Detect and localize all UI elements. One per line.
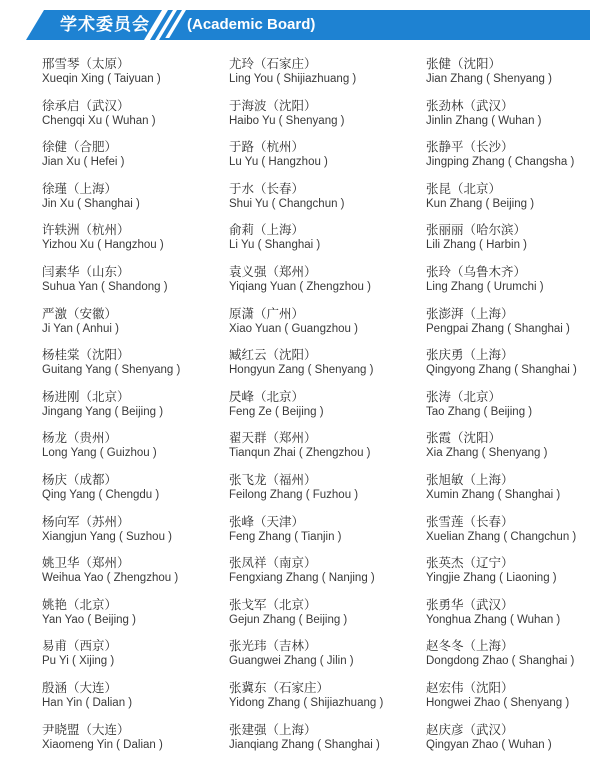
member-name-chinese: 杨龙（贵州） <box>42 430 118 446</box>
member-name-english: Jian Zhang ( Shenyang ) <box>426 73 552 85</box>
member-name-english: Kun Zhang ( Beijing ) <box>426 197 535 210</box>
member-name-chinese: 张旭敏（上海） <box>426 471 514 487</box>
member-name-chinese: 张健（沈阳） <box>426 56 502 71</box>
member-entry <box>229 138 383 180</box>
member-name-chinese: 姚卫华（郑州） <box>42 555 130 571</box>
section-banner <box>0 10 605 40</box>
member-name-chinese: 徐承启（武汉） <box>42 97 130 113</box>
member-name-chinese: 张飞龙（福州） <box>229 471 317 487</box>
member-name-chinese: 尤玲（石家庄） <box>229 56 317 71</box>
member-name-chinese: 张霞（沈阳） <box>426 430 502 446</box>
member-name-english: Lili Zhang ( Harbin ) <box>426 239 527 252</box>
member-name-chinese: 翟天群（郑州） <box>229 430 317 446</box>
member-name-chinese: 徐健（合肥） <box>42 139 118 155</box>
member-entry <box>42 55 180 97</box>
member-name-english: Qing Yang ( Chengdu ) <box>42 488 160 501</box>
member-entry <box>426 429 577 471</box>
member-name-chinese: 殷涵（大连） <box>42 679 118 695</box>
member-entry <box>426 346 577 388</box>
member-name-english: Xiaomeng Yin ( Dalian ) <box>42 738 163 751</box>
member-name-english: Jian Xu ( Hefei ) <box>42 156 125 169</box>
member-name-english: Jingping Zhang ( Changsha ) <box>426 156 575 169</box>
member-entry <box>229 180 383 222</box>
member-name-english: Long Yang ( Guizhou ) <box>42 447 157 460</box>
member-name-chinese: 张涛（北京） <box>426 388 502 404</box>
member-name-chinese: 张静平（长沙） <box>426 139 514 155</box>
member-name-chinese: 张峰（天津） <box>229 513 305 529</box>
member-entry <box>229 637 383 679</box>
member-entry <box>229 513 383 555</box>
member-entry <box>42 471 180 513</box>
member-name-english: Yingjie Zhang ( Liaoning ) <box>426 572 557 585</box>
member-entry <box>42 429 180 471</box>
member-entry <box>426 221 577 263</box>
member-entry <box>42 679 180 721</box>
member-entry <box>426 180 577 222</box>
member-name-english: Ling You ( Shijiazhuang ) <box>229 73 357 85</box>
member-name-chinese: 昃峰（北京） <box>229 388 305 404</box>
member-name-chinese: 赵庆彦（武汉） <box>426 721 514 737</box>
member-entry <box>426 679 577 721</box>
member-name-chinese: 许轶洲（杭州） <box>42 222 130 238</box>
member-entry <box>426 513 577 555</box>
member-name-chinese: 杨庆（成都） <box>42 471 118 487</box>
member-entry <box>229 429 383 471</box>
banner-title-chinese: 学术委员会 <box>60 15 150 35</box>
member-name-chinese: 张建强（上海） <box>229 721 317 737</box>
member-name-english: Feng Ze ( Beijing ) <box>229 405 324 418</box>
member-name-english: Pu Yi ( Xijing ) <box>42 655 115 668</box>
member-name-english: Guangwei Zhang ( Jilin ) <box>229 655 354 668</box>
member-entry <box>426 554 577 596</box>
member-entry <box>42 138 180 180</box>
member-name-chinese: 张庆勇（上海） <box>426 347 514 363</box>
member-name-chinese: 张英杰（辽宁） <box>426 555 514 571</box>
member-entry <box>229 388 383 430</box>
member-name-chinese: 于海波（沈阳） <box>229 97 317 113</box>
member-name-english: Qingyong Zhang ( Shanghai ) <box>426 364 577 377</box>
member-entry <box>229 471 383 513</box>
member-name-english: Yizhou Xu ( Hangzhou ) <box>42 239 164 252</box>
member-entry <box>426 471 577 513</box>
member-name-english: Jianqiang Zhang ( Shanghai ) <box>229 738 380 751</box>
member-name-chinese: 赵冬冬（上海） <box>426 638 514 654</box>
member-name-english: Xuelian Zhang ( Changchun ) <box>426 530 577 543</box>
member-name-english: Chengqi Xu ( Wuhan ) <box>42 114 156 127</box>
member-entry <box>426 263 577 305</box>
member-entry <box>426 138 577 180</box>
member-entry <box>229 221 383 263</box>
member-name-english: Han Yin ( Dalian ) <box>42 696 133 709</box>
member-name-chinese: 张昆（北京） <box>426 180 502 196</box>
member-entry <box>42 263 180 305</box>
member-name-english: Suhua Yan ( Shandong ) <box>42 280 168 293</box>
member-name-chinese: 张澎湃（上海） <box>426 305 514 321</box>
member-entry <box>426 97 577 139</box>
member-name-chinese: 俞莉（上海） <box>229 222 305 238</box>
member-name-english: Yiqiang Yuan ( Zhengzhou ) <box>229 280 371 293</box>
member-name-chinese: 张雪莲（长春） <box>426 513 514 529</box>
member-entry <box>426 637 577 679</box>
member-name-english: Jingang Yang ( Beijing ) <box>42 405 164 418</box>
member-name-chinese: 张戈军（北京） <box>229 596 317 612</box>
member-name-chinese: 于水（长春） <box>229 180 305 196</box>
member-name-chinese: 易甫（西京） <box>42 638 118 654</box>
member-name-chinese: 闫素华（山东） <box>42 263 130 279</box>
member-entry <box>229 679 383 721</box>
member-name-chinese: 张凤祥（南京） <box>229 555 317 571</box>
member-name-english: Xumin Zhang ( Shanghai ) <box>426 488 561 501</box>
member-entry <box>229 721 383 763</box>
member-name-english: Yan Yao ( Beijing ) <box>42 613 136 626</box>
member-entry <box>229 305 383 347</box>
member-name-english: Hongwei Zhao ( Shenyang ) <box>426 696 570 709</box>
member-name-chinese: 袁义强（郑州） <box>229 263 317 279</box>
member-entry <box>426 305 577 347</box>
member-name-english: Xueqin Xing ( Taiyuan ) <box>42 73 161 85</box>
member-entry <box>42 513 180 555</box>
member-name-english: Ling Zhang ( Urumchi ) <box>426 280 544 293</box>
member-name-english: Li Yu ( Shanghai ) <box>229 239 321 252</box>
member-name-chinese: 张丽丽（哈尔滨） <box>426 222 527 238</box>
member-entry <box>42 97 180 139</box>
member-entry <box>42 721 180 763</box>
member-name-chinese: 严激（安徽） <box>42 305 118 321</box>
member-entry <box>42 637 180 679</box>
member-entry <box>42 554 180 596</box>
member-name-english: Weihua Yao ( Zhengzhou ) <box>42 572 179 585</box>
member-entry <box>42 388 180 430</box>
member-entry <box>42 305 180 347</box>
member-entry <box>42 596 180 638</box>
member-name-chinese: 杨向军（苏州） <box>42 513 130 529</box>
member-name-english: Yonghua Zhang ( Wuhan ) <box>426 613 561 626</box>
member-name-chinese: 张勇华（武汉） <box>426 596 514 612</box>
member-name-english: Gejun Zhang ( Beijing ) <box>229 613 348 626</box>
member-entry <box>229 596 383 638</box>
member-name-english: Feilong Zhang ( Fuzhou ) <box>229 488 359 501</box>
member-name-chinese: 杨桂棠（沈阳） <box>42 347 130 363</box>
member-entry <box>426 596 577 638</box>
member-name-chinese: 尹晓盟（大连） <box>42 721 130 737</box>
member-entry <box>229 55 383 97</box>
member-column-2 <box>229 55 383 762</box>
member-name-chinese: 于路（杭州） <box>229 139 305 155</box>
member-name-english: Dongdong Zhao ( Shanghai ) <box>426 655 575 668</box>
member-entry <box>229 97 383 139</box>
member-name-chinese: 臧红云（沈阳） <box>229 347 317 363</box>
member-name-english: Shui Yu ( Changchun ) <box>229 197 345 210</box>
member-name-chinese: 张冀东（石家庄） <box>229 679 330 695</box>
member-name-chinese: 张劲林（武汉） <box>426 97 514 113</box>
member-column-3 <box>426 55 577 762</box>
member-name-english: Xiao Yuan ( Guangzhou ) <box>229 322 358 335</box>
member-name-english: Lu Yu ( Hangzhou ) <box>229 156 328 169</box>
member-name-english: Xia Zhang ( Shenyang ) <box>426 447 548 460</box>
member-name-english: Jin Xu ( Shanghai ) <box>42 197 140 210</box>
member-name-chinese: 杨进刚（北京） <box>42 388 130 404</box>
member-name-english: Fengxiang Zhang ( Nanjing ) <box>229 572 375 585</box>
member-name-chinese: 张光玮（吉林） <box>229 638 317 654</box>
member-name-english: Guitang Yang ( Shenyang ) <box>42 364 181 377</box>
member-name-english: Jinlin Zhang ( Wuhan ) <box>426 114 542 127</box>
member-name-chinese: 张玲（乌鲁木齐） <box>426 263 527 279</box>
member-name-chinese: 赵宏伟（沈阳） <box>426 679 514 695</box>
member-name-english: Hongyun Zang ( Shenyang ) <box>229 364 374 377</box>
member-entry <box>229 263 383 305</box>
member-name-english: Qingyan Zhao ( Wuhan ) <box>426 738 552 751</box>
member-entry <box>42 221 180 263</box>
member-name-english: Tianqun Zhai ( Zhengzhou ) <box>229 447 371 460</box>
member-name-english: Yidong Zhang ( Shijiazhuang ) <box>229 696 384 709</box>
member-entry <box>426 55 577 97</box>
member-column-1 <box>42 55 180 762</box>
member-name-chinese: 姚艳（北京） <box>42 596 118 612</box>
member-entry <box>229 346 383 388</box>
member-name-chinese: 邢雪琴（太原） <box>42 56 130 71</box>
member-entry <box>42 180 180 222</box>
member-entry <box>229 554 383 596</box>
member-entry <box>42 346 180 388</box>
member-name-english: Haibo Yu ( Shenyang ) <box>229 114 345 127</box>
member-entry <box>426 388 577 430</box>
member-name-english: Tao Zhang ( Beijing ) <box>426 405 533 418</box>
member-name-english: Pengpai Zhang ( Shanghai ) <box>426 322 570 335</box>
member-name-chinese: 徐瑾（上海） <box>42 180 118 196</box>
banner-title-english: (Academic Board) <box>187 16 316 33</box>
member-name-english: Feng Zhang ( Tianjin ) <box>229 530 342 543</box>
member-name-chinese: 原潇（广州） <box>229 305 305 321</box>
member-name-english: Xiangjun Yang ( Suzhou ) <box>42 530 172 543</box>
member-name-english: Ji Yan ( Anhui ) <box>42 322 119 335</box>
member-entry <box>426 721 577 763</box>
